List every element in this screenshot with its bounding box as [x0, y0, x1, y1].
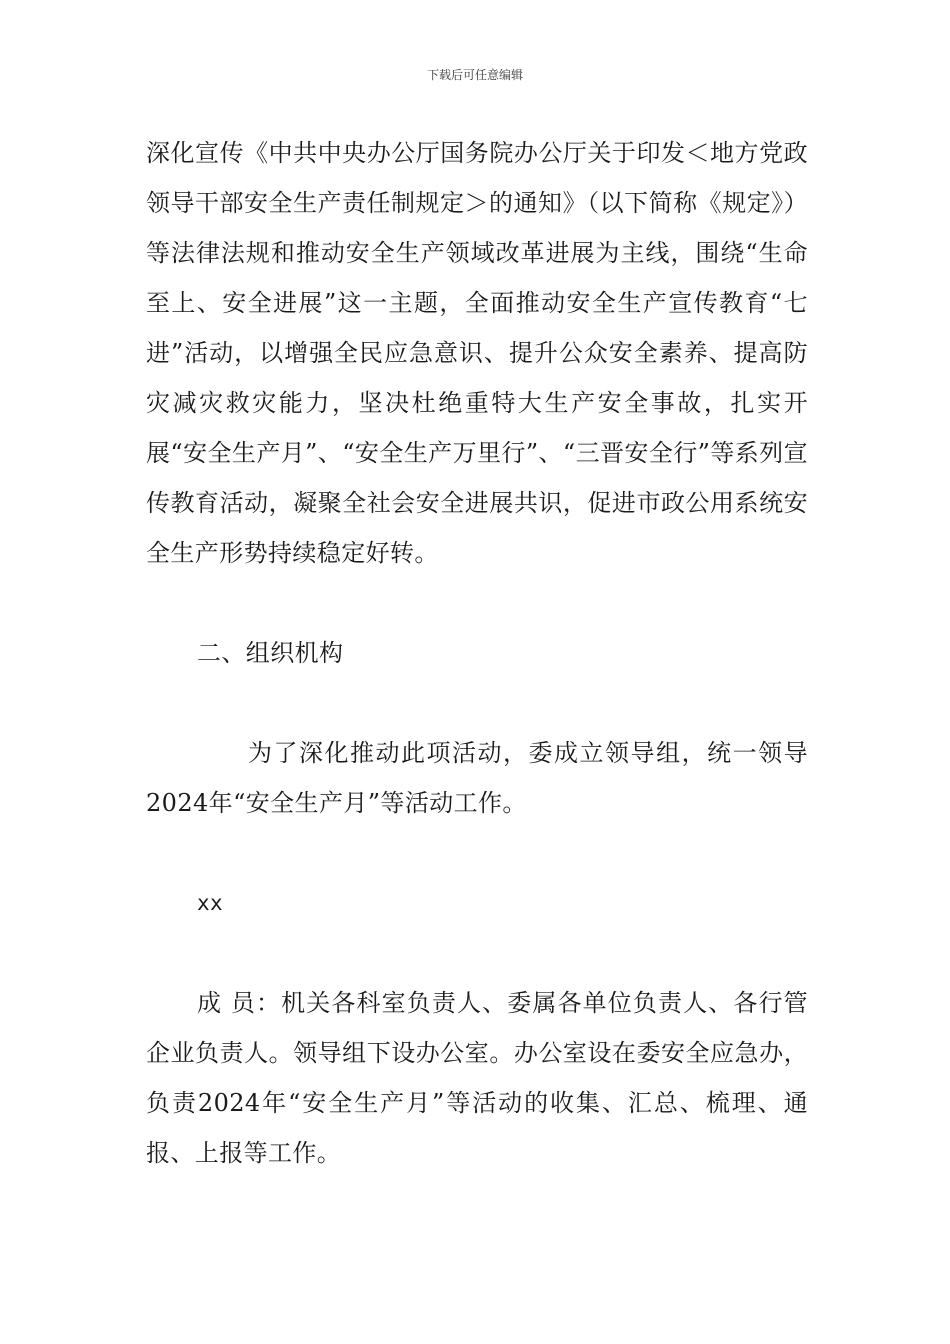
placeholder-line: xx — [197, 891, 224, 915]
body-paragraph-1: 深化宣传《中共中央办公厅国务院办公厅关于印发＜地方党政领导干部安全生产责任制规定＞的通知》（以下简称《规定》）等法律法规和推动安全生产领域改革进展为主线，围绕“生命至上、安全进展”这一主题，全面推动安全生产宣传教育“七进”活动，以增强全民应急意识、提升公众安全素养、提高防灾减灾救灾能力，坚决杜绝重特大生产安全事故，扎实开展“安全生产月”、“安全生产万里行”、“三晋安全行”等系列宣传教育活动，凝聚全社会安全进展共识，促进市政公用系统安全生产形势持续稳定好转。 — [146, 139, 808, 567]
body-paragraph-3: 成 员：机关各科室负责人、委属各单位负责人、各行管企业负责人。领导组下设办公室。办公室设在委安全应急办，负责2024年“安全生产月”等活动的收集、汇总、梳理、通报、上报等工作。 — [146, 989, 808, 1167]
body-paragraph-2: 为了深化推动此项活动，委成立领导组，统一领导2024年“安全生产月”等活动工作。 — [146, 739, 808, 817]
document-body — [146, 128, 808, 1178]
section-heading: 二、组织机构 — [197, 639, 344, 667]
page-header-note: 下载后可任意编辑 — [426, 68, 523, 82]
